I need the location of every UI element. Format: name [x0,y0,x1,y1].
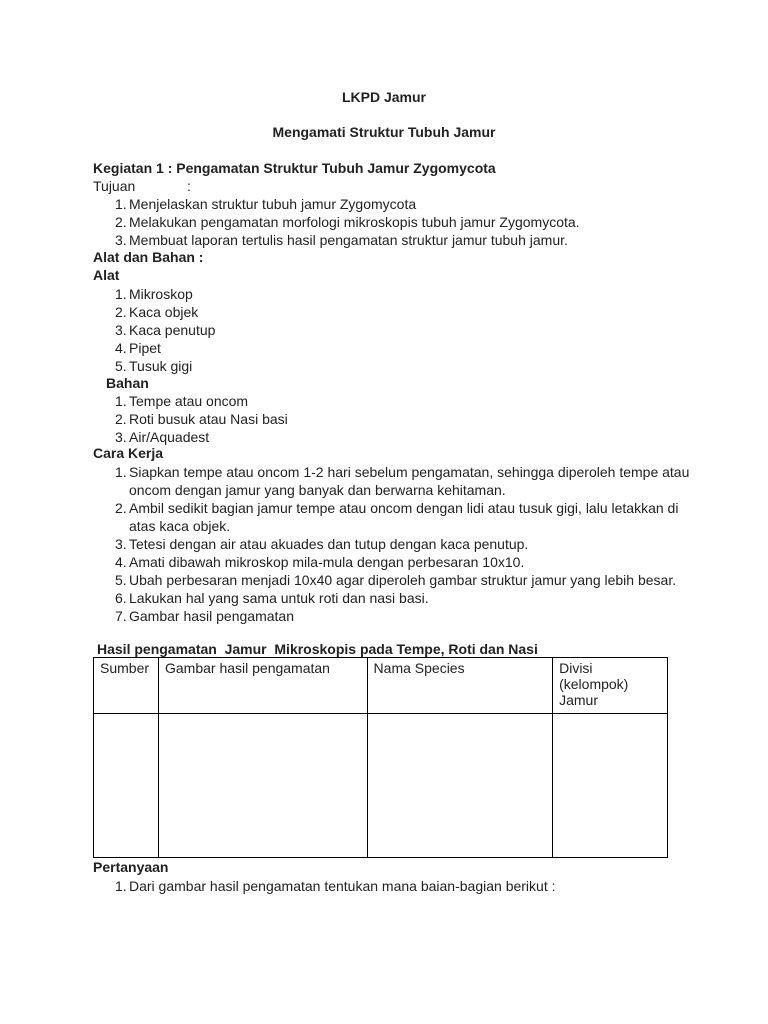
list-item: 2. Roti busuk atau Nasi basi [115,411,288,427]
alat-list [93,285,693,375]
table-cell[interactable] [94,714,159,858]
table-header-row [94,658,668,714]
column-header-nama-species: Nama Species [367,658,553,714]
bahan-heading: Bahan [106,375,149,391]
cara-kerja-list [93,463,693,625]
observation-table [93,657,668,858]
list-item: 3. Tetesi dengan air atau akuades dan tutup dengan kaca penutup. [115,536,529,552]
list-item: 1. Menjelaskan struktur tubuh jamur Zygomycota [115,196,417,212]
list-item: 2. Ambil sedikit bagian jamur tempe atau oncom dengan lidi atau tusuk gigi, lalu letakkan di atas kaca objek. [115,500,679,534]
list-item: 1. Dari gambar hasil pengamatan tentukan mana baian-bagian berikut : [115,878,556,894]
list-item: 6. Lakukan hal yang sama untuk roti dan nasi basi. [115,590,429,606]
activity-heading: Kegiatan 1 : Pengamatan Struktur Tubuh Jamur Zygomycota [93,160,496,176]
list-item: 1. Tempe atau oncom [115,393,249,409]
bahan-list [93,392,693,446]
table-row [94,714,668,858]
list-item: 4. Amati dibawah mikroskop mila-mula dengan perbesaran 10x10. [115,554,525,570]
list-item: 1. Siapkan tempe atau oncom 1-2 hari sebelum pengamatan, sehingga diperoleh tempe atau oncom dengan jamur yang banyak dan berwarna kehitaman. [115,464,690,498]
list-item: 3. Membuat laporan tertulis hasil pengamatan struktur jamur tubuh jamur. [115,232,568,248]
alat-bahan-heading: Alat dan Bahan : [93,249,204,265]
list-item: 3. Kaca penutup [115,322,216,338]
list-item: 1. Mikroskop [115,286,193,302]
column-header-gambar: Gambar hasil pengamatan [158,658,367,714]
table-caption: Hasil pengamatan Jamur Mikroskopis pada Tempe, Roti dan Nasi [97,641,538,657]
table-cell[interactable] [367,714,553,858]
list-item: 4. Pipet [115,340,161,356]
list-item: 5. Tusuk gigi [115,358,193,374]
list-item: 3. Air/Aquadest [115,429,210,445]
list-item: 2. Melakukan pengamatan morfologi mikroskopis tubuh jamur Zygomycota. [115,214,580,230]
tujuan-list [93,195,693,249]
doc-title: LKPD Jamur [341,89,427,105]
list-item: 5. Ubah perbesaran menjadi 10x40 agar diperoleh gambar struktur jamur yang lebih besar. [115,572,677,588]
pertanyaan-list [93,877,693,895]
pertanyaan-heading: Pertanyaan [93,859,169,875]
table-cell[interactable] [158,714,367,858]
tujuan-colon: : [187,178,191,194]
table-cell[interactable] [553,714,668,858]
tujuan-label: Tujuan [93,178,136,194]
column-header-sumber: Sumber [94,658,159,714]
cara-kerja-heading: Cara Kerja [93,445,164,461]
list-item: 7. Gambar hasil pengamatan [115,608,294,624]
alat-heading: Alat [93,267,120,283]
column-header-divisi: Divisi (kelompok) Jamur [553,658,668,714]
list-item: 2. Kaca objek [115,304,199,320]
doc-subtitle: Mengamati Struktur Tubuh Jamur [272,124,496,140]
